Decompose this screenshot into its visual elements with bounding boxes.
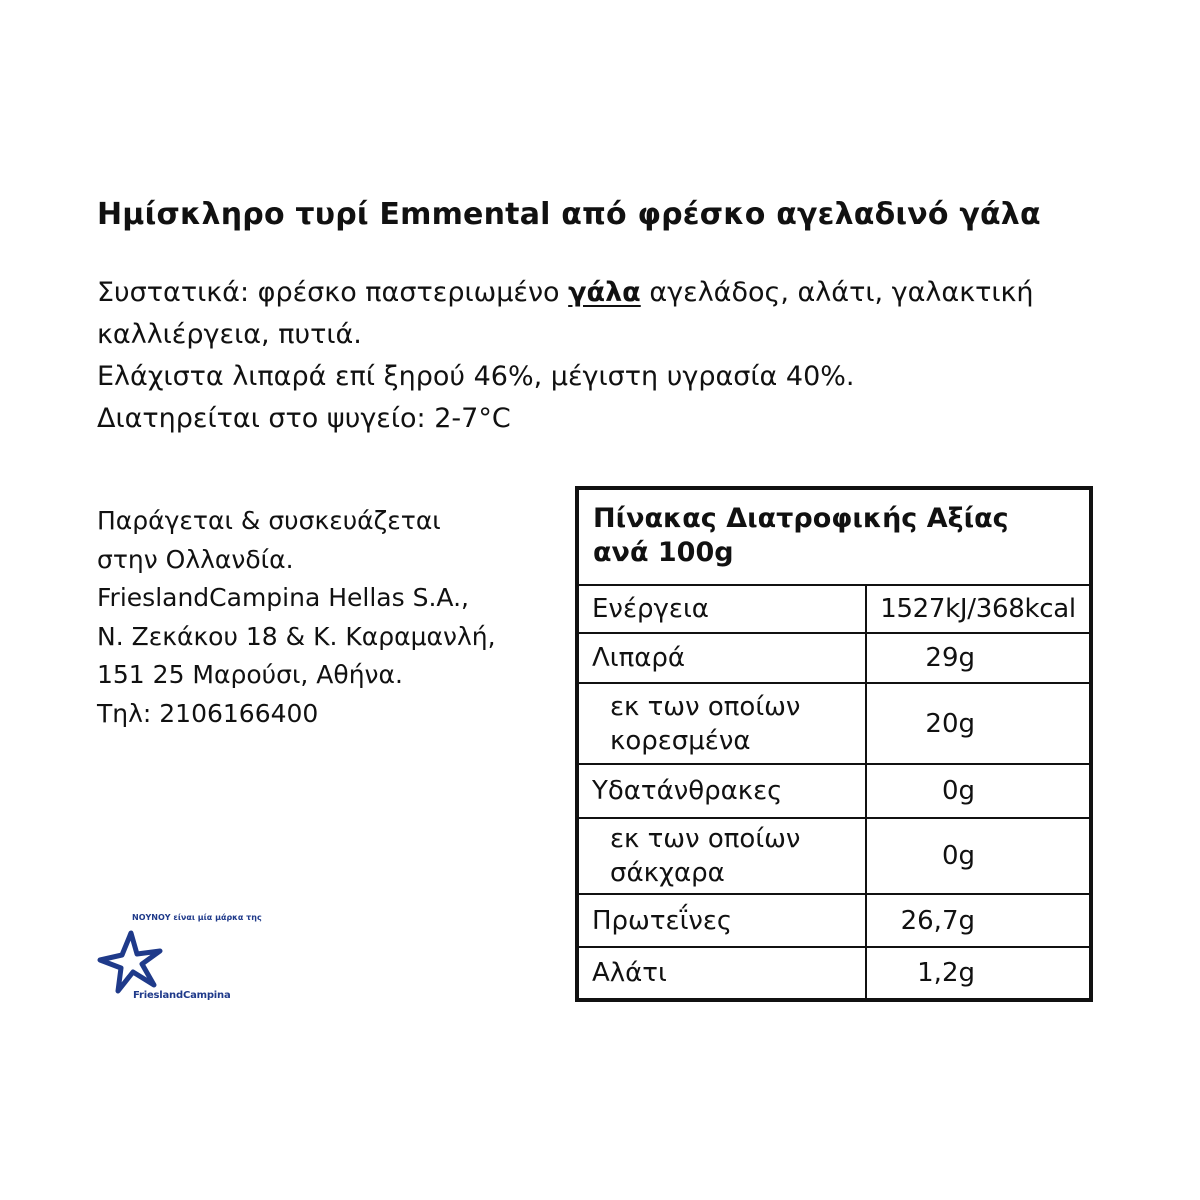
star-logo-icon [96,927,166,997]
nutrition-row-saturated [579,683,1089,764]
storage-text: Διατηρείται στο ψυγείο: 2-7°C [97,403,511,434]
fat-moisture-text: Ελάχιστα λιπαρά επί ξηρού 46%, μέγιστη υγρασία 40%. [97,361,855,392]
nutrient-value: 1,2g [917,958,975,988]
nutrition-table [575,486,1093,1002]
nutrient-value: 0g [866,818,1089,894]
nutrient-value: 0g [866,764,1089,818]
producer-line: Ν. Ζεκάκου 18 & Κ. Καραμανλή, [97,621,496,651]
nutrition-row-fat [579,633,1089,683]
nutrient-label: Λιπαρά [579,633,866,683]
nutrient-label: Υδατάνθρακες [579,764,866,818]
nutrient-value: 26,7g [866,894,1089,947]
nutrient-label: εκ των οποίων κορεσμένα [579,683,866,764]
nutrition-row-energy [579,586,1089,633]
nutrition-rows [579,586,1089,998]
ingredients-block [97,272,1137,440]
ingredients-prefix: Συστατικά: φρέσκο παστεριωμένο [97,277,569,308]
nutrient-value: 29g [866,633,1089,683]
producer-line: στην Ολλανδία. [97,544,294,574]
nutrient-value: 1527kJ/368kcal [866,586,1089,633]
product-title: Ημίσκληρο τυρί Emmental από φρέσκο αγελαδινό γάλα [97,197,1041,232]
allergen-milk: γάλα [568,277,641,308]
producer-line: Παράγεται & συσκευάζεται [97,506,441,535]
ingredients-text [97,272,1137,356]
producer-info [97,502,567,733]
nutrient-label: Ενέργεια [579,586,866,633]
nutrition-table-header [579,490,1089,586]
nutrition-row-salt [579,947,1089,998]
nutrition-row-protein [579,894,1089,947]
nutrient-label: εκ των οποίων σάκχαρα [579,818,866,894]
producer-line: FrieslandCampina Hellas S.A., [97,583,469,612]
nutrition-header-line: ανά 100g [593,537,734,568]
nutrient-value: 20g [866,683,1089,764]
frieslandcampina-logo [96,912,276,1012]
nutrition-row-carbohydrates [579,764,1089,818]
producer-line: 151 25 Μαρούσι, Αθήνα. [97,660,403,689]
logo-tagline: ΝΟΥΝΟΥ είναι μία μάρκα της [132,913,262,922]
logo-name: FrieslandCampina [133,990,231,1001]
nutrition-row-sugars [579,818,1089,894]
nutrient-label: Αλάτι [579,947,866,998]
nutrient-label: Πρωτεΐνες [579,894,866,947]
nutrition-header-line: Πίνακας Διατροφικής Αξίας [593,503,1009,534]
producer-line: Τηλ: 2106166400 [97,698,319,728]
ingredients-suffix: αγελάδος, αλάτι, γαλακτική καλλιέργεια, πυτιά. [97,277,1034,350]
